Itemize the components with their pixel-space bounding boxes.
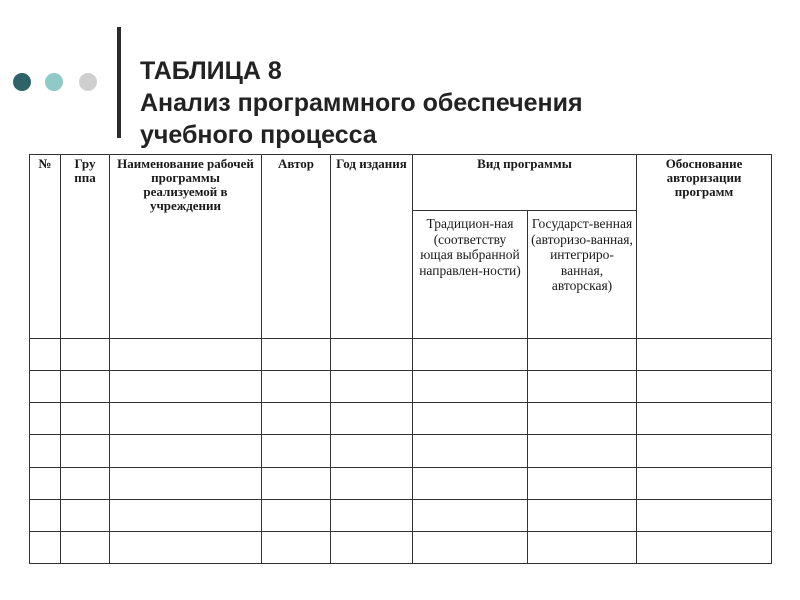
- table-cell: [331, 467, 413, 499]
- table-cell: [30, 467, 61, 499]
- table-cell: [528, 531, 637, 563]
- table-cell: [30, 499, 61, 531]
- header-program-name: Наименование рабочей программы реализуемой в учреждении: [110, 155, 262, 339]
- header-author: Автор: [262, 155, 331, 339]
- table-cell: [30, 531, 61, 563]
- table-cell: [331, 531, 413, 563]
- table-cell: [110, 435, 262, 467]
- table-cell: [637, 403, 772, 435]
- table-cell: [262, 371, 331, 403]
- table-cell: [637, 371, 772, 403]
- table-cell: [528, 435, 637, 467]
- table-cell: [637, 499, 772, 531]
- table-cell: [413, 499, 528, 531]
- table-cell: [413, 467, 528, 499]
- table-row: [30, 435, 772, 467]
- table-cell: [30, 338, 61, 370]
- table-row: [30, 403, 772, 435]
- table-row: [30, 531, 772, 563]
- header-number: №: [30, 155, 61, 339]
- table-row: [30, 338, 772, 370]
- table-cell: [110, 371, 262, 403]
- table-cell: [61, 403, 110, 435]
- header-group: Гру ппа: [61, 155, 110, 339]
- table-cell: [413, 435, 528, 467]
- table-cell: [413, 371, 528, 403]
- table-cell: [528, 499, 637, 531]
- table-cell: [61, 371, 110, 403]
- table-cell: [528, 371, 637, 403]
- table-cell: [61, 467, 110, 499]
- decor-dot-gray: [79, 73, 97, 91]
- header-justification: Обоснование авторизации программ: [637, 155, 772, 339]
- title-divider-bar: [117, 27, 121, 138]
- table-cell: [30, 403, 61, 435]
- table-cell: [528, 403, 637, 435]
- table-cell: [61, 531, 110, 563]
- header-year: Год издания: [331, 155, 413, 339]
- table-cell: [61, 338, 110, 370]
- table-cell: [331, 338, 413, 370]
- table-cell: [413, 338, 528, 370]
- table-cell: [262, 467, 331, 499]
- table-cell: [331, 403, 413, 435]
- table-cell: [637, 338, 772, 370]
- header-state: Государст-венная (авторизо-ванная, интегриро-ванная, авторская): [528, 211, 637, 339]
- table-cell: [262, 435, 331, 467]
- table-cell: [528, 338, 637, 370]
- title-line-1: ТАБЛИЦА 8: [140, 57, 282, 85]
- table-cell: [262, 499, 331, 531]
- title-line-2: Анализ программного обеспечения: [140, 89, 583, 117]
- table-cell: [413, 531, 528, 563]
- slide-title: [140, 55, 583, 151]
- table-cell: [110, 467, 262, 499]
- table-cell: [637, 435, 772, 467]
- table-cell: [528, 467, 637, 499]
- decor-dot-dark: [13, 73, 31, 91]
- table-cell: [110, 338, 262, 370]
- table-cell: [262, 531, 331, 563]
- table-cell: [110, 499, 262, 531]
- header-program-type: Вид программы: [413, 155, 637, 211]
- table-cell: [331, 371, 413, 403]
- table-cell: [61, 435, 110, 467]
- table-cell: [262, 338, 331, 370]
- table-cell: [637, 531, 772, 563]
- table-cell: [110, 531, 262, 563]
- table-cell: [262, 403, 331, 435]
- table-cell: [30, 371, 61, 403]
- table-cell: [413, 403, 528, 435]
- decor-dot-teal: [45, 73, 63, 91]
- table-cell: [61, 499, 110, 531]
- table-cell: [637, 467, 772, 499]
- table-cell: [331, 435, 413, 467]
- header-traditional: Традицион-ная (соответству ющая выбранной направлен-ности): [413, 211, 528, 339]
- table-row: [30, 467, 772, 499]
- table-cell: [30, 435, 61, 467]
- program-analysis-table: [29, 154, 772, 564]
- table-row: [30, 371, 772, 403]
- title-line-3: учебного процесса: [140, 121, 377, 149]
- table-cell: [110, 403, 262, 435]
- table-row: [30, 499, 772, 531]
- table-cell: [331, 499, 413, 531]
